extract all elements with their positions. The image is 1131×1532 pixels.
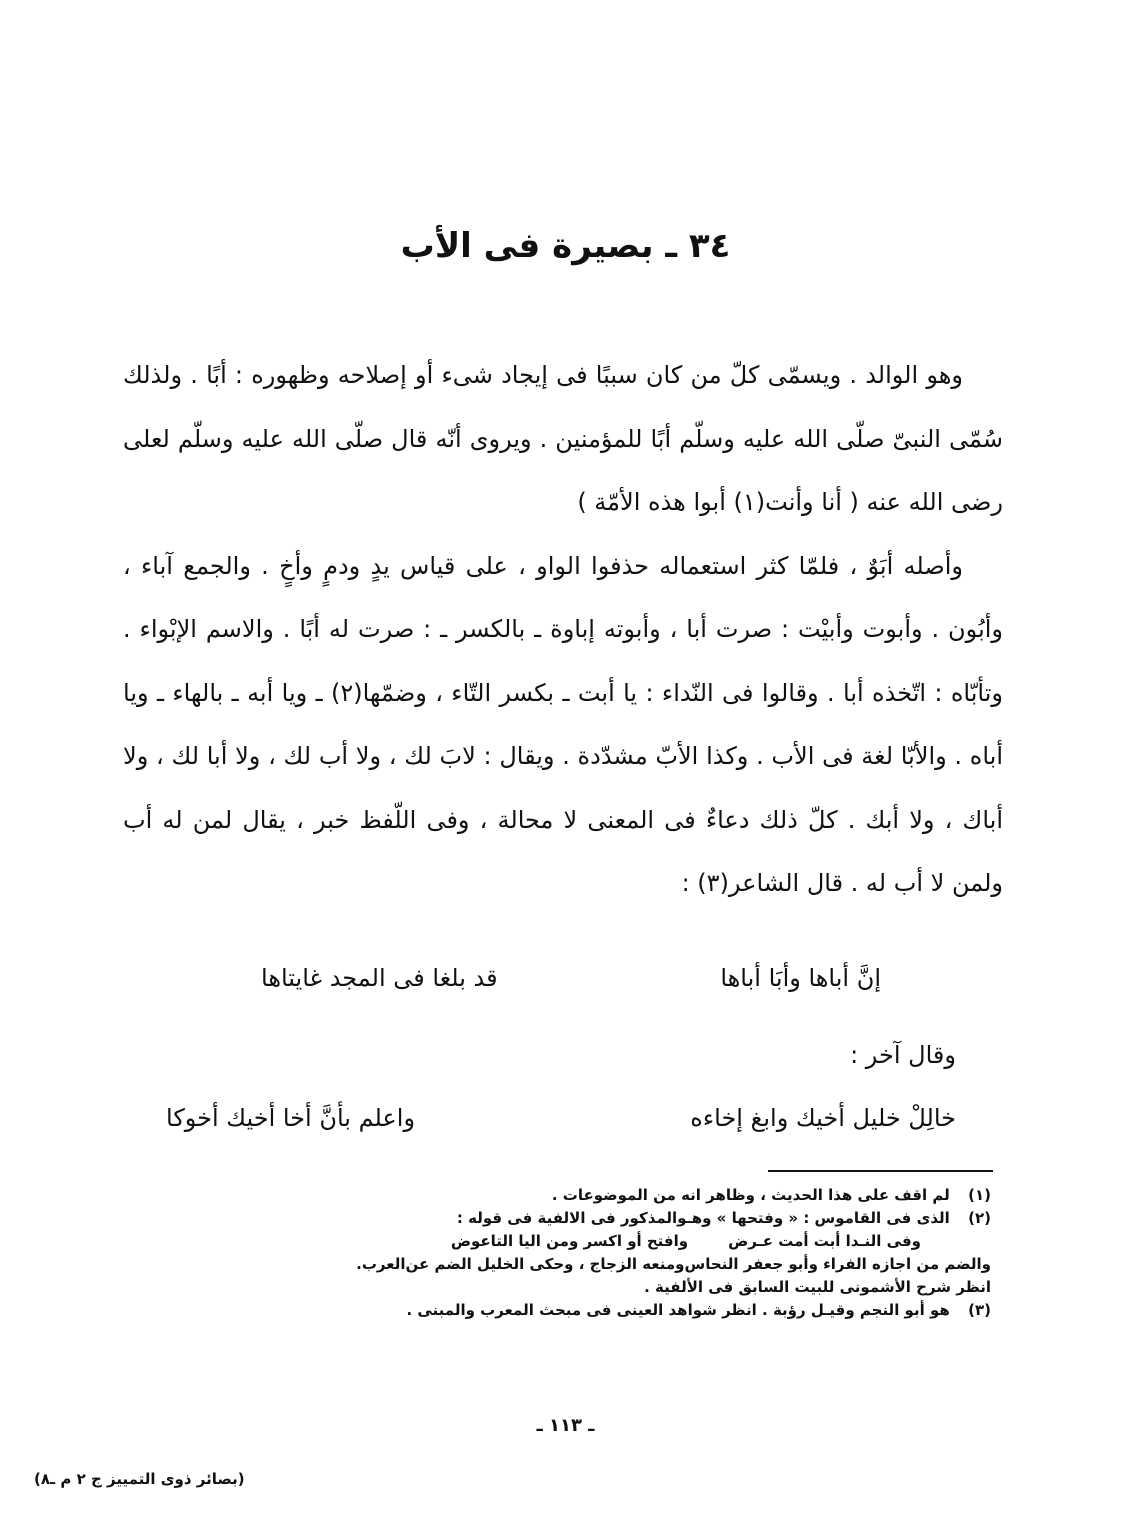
verse-first-hemistich: خالِلْ خليل أخيك وابغ إخاءه: [690, 1104, 956, 1132]
section-heading: ٣٤ ـ بصيرة فى الأب: [400, 226, 731, 266]
footnote-text: انظر شرح الأشمونى للبيت السابق فى الألفية .: [644, 1278, 991, 1296]
verse-line: [166, 1098, 956, 1138]
footnote-number: (٢): [968, 1209, 991, 1227]
footnote-verse-second: وافتح أو اكسر ومن اليا التاعوض: [450, 1232, 689, 1250]
verse-second-hemistich: واعلم بأنَّ أخا أخيك أخوكا: [166, 1104, 416, 1132]
footnote-text: لم اقف على هذا الحديث ، وظاهر انه من الموضوعات .: [551, 1186, 950, 1204]
footnote-separator: [768, 1170, 993, 1172]
body-paragraph: وأصله أبَوٌ ، فلمّا كثر استعماله حذفوا الواو ، على قياس يدٍ ودمٍ وأخٍ . والجمع آباء ، وأبُون . وأبوت وأبيْت : صرت أبا ، وأبوته إباوة ـ بالكسر ـ : صرت له أبًا . والاسم الإبْواء . وتأبّاه : اتّخذه أبا . وقالوا فى النّداء : يا أبت ـ بكسر التّاء ، وضمّها(٢) ـ ويا أبه ـ بالهاء ـ ويا أباه . والأبّا لغة فى الأب . وكذا الأبّ مشدّدة . ويقال : لابَ لك ، ولا أب لك ، ولا أبا لك ، ولا أباك ، ولا أبك . كلّ ذلك دعاءٌ فى المعنى لا محالة ، وفى اللّفظ خبر ، يقال لمن له أب ولمن لا أب له . قال الشاعر(٣) :: [123, 551, 1004, 897]
footnotes: [131, 1184, 991, 1322]
footnote-verse-first: وفى النـدا أبت أمت عـرض: [728, 1232, 921, 1250]
verse-intro: وقال آخر :: [850, 1041, 956, 1069]
verse-second-hemistich: قد بلغا فى المجد غايتاها: [261, 964, 498, 992]
footnote-number: (٣): [968, 1301, 991, 1319]
body-text: [123, 344, 1003, 916]
running-footer: (بصائر ذوى التمييز ج ٢ م ـ٨): [34, 1470, 245, 1488]
footnote: [131, 1207, 991, 1230]
footnote: [131, 1184, 991, 1207]
page-number: ـ ١١٣ ـ: [536, 1415, 595, 1436]
footnote-verse: [131, 1230, 991, 1253]
footnote-text: هو أبو النجم وقيـل رؤبة . انظر شواهد العينى فى مبحث المعرب والمبنى .: [406, 1301, 950, 1319]
footnote-text: الذى فى القاموس : « وفتحها » وهـوالمذكور فى الالفية فى قوله :: [456, 1209, 950, 1227]
verse-line: [261, 958, 881, 998]
footnote: [131, 1299, 991, 1322]
footnote-text: والضم من اجازه الفراء وأبو جعفر النحاس‌ومنعه الزجاج ، وحكى الخليل الضم عن‌العرب.: [356, 1255, 991, 1273]
footnote-continuation: [131, 1253, 991, 1276]
footnote-number: (١): [968, 1186, 991, 1204]
body-paragraph: وهو الوالد . ويسمّى كلّ من كان سببًا فى إيجاد شىء أو إصلاحه وظهوره : أبًا . ولذلك سُمّى النبىّ صلّى الله عليه وسلّم أبًا للمؤمنين . ويروى أنّه قال صلّى الله عليه وسلّم لعلى رضى الله عنه ( أنا وأنت(١) أبوا هذه الأمّة ): [123, 361, 1003, 516]
verse-first-hemistich: إنَّ أباها وأبَا أباها: [720, 964, 881, 992]
footnote-continuation: [131, 1276, 991, 1299]
